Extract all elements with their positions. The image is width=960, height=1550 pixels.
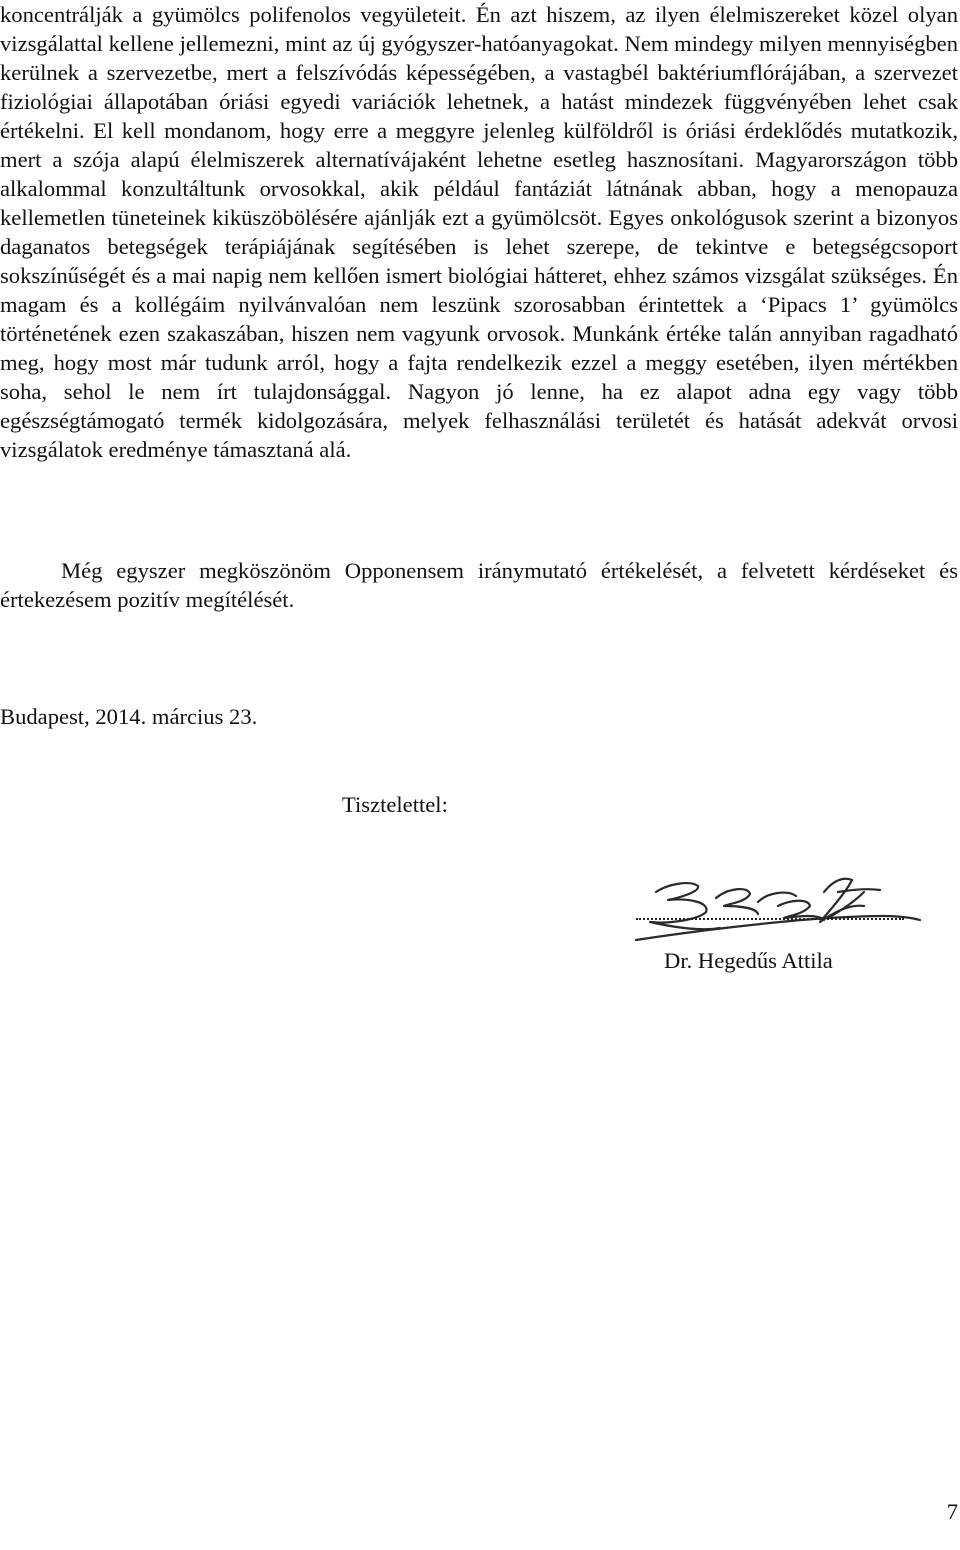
signer-name: Dr. Hegedűs Attila (664, 948, 833, 973)
signature-line (636, 918, 904, 920)
page-number: 7 (946, 1499, 958, 1524)
handwritten-signature (628, 862, 928, 942)
closing-paragraph: Még egyszer megköszönöm Opponensem iránymutató értékelését, a felvetett kérdéseket és értekezésem pozitív megítélését. (0, 558, 958, 612)
body-paragraph: koncentrálják a gyümölcs polifenolos vegyületeit. Én azt hiszem, az ilyen élelmiszereket közel olyan vizsgálattal kellene jellemezni, mint az új gyógyszer-hatóanyagokat. Nem mindegy milyen mennyiségben kerülnek a szervezetbe, mert a felszívódás képességében, a vastagbél baktériumflórájában, a szervezet fiziológiai állapotában óriási egyedi variációk lehetnek, a hatást mindezek függvényében lehet csak értékelni. El kell mondanom, hogy erre a meggyre jelenleg külföldről is óriási érdeklődés mutatkozik, mert a szója alapú élelmiszerek alternatívájaként lehetne esetleg hasznosítani. Magyarországon több alkalommal konzultáltunk orvosokkal, akik például fantáziát látnának abban, hogy a menopauza kellemetlen tüneteinek kiküszöbölésére ajánlják ezt a gyümölcsöt. Egyes onkológusok szerint a bizonyos daganatos betegségek terápiájának segítésében is lehet szerepe, de tekintve e betegségcsoport sokszínűségét és a mai napig nem kellően ismert biológiai hátteret, ehhez számos vizsgálat szükséges. Én magam és a kollégáim nyilvánvalóan nem leszünk szorosabban érintettek a ‘Pipacs 1’ gyümölcs történetének ezen szakaszában, hiszen nem vagyunk orvosok. Munkánk értéke talán annyiban ragadható meg, hogy most már tudunk arról, hogy a fajta rendelkezik ezzel a meggy esetében, ilyen mértékben soha, sehol le nem írt tulajdonsággal. Nagyon jó lenne, ha ez alapot adna egy vagy több egészségtámogató termék kidolgozására, melyek felhasználási területét és hatását adekvát orvosi vizsgálatok eredménye támasztaná alá. (0, 2, 958, 462)
place-and-date: Budapest, 2014. március 23. (0, 704, 258, 729)
salutation: Tisztelettel: (342, 792, 448, 817)
